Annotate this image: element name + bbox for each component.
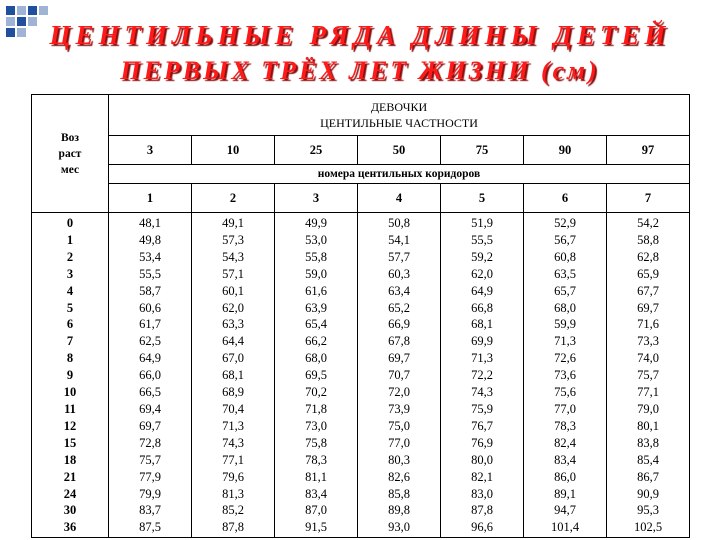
corridor-number: 2	[192, 184, 275, 213]
age-value: 1	[66, 232, 74, 247]
cell-value: 87,5	[139, 520, 161, 535]
age-value: 18	[63, 452, 77, 467]
cell-value: 67,0	[222, 351, 244, 366]
cell-value: 74,3	[222, 435, 244, 450]
age-value: 7	[66, 334, 74, 349]
cell-value: 83,8	[637, 435, 659, 450]
centile-column	[441, 213, 524, 538]
cell-value: 85,2	[222, 503, 244, 518]
cell-value: 86,0	[554, 469, 576, 484]
age-header-line: раст	[58, 147, 82, 160]
cell-value: 55,5	[139, 266, 161, 281]
cell-value: 61,6	[305, 283, 327, 298]
cell-value: 55,5	[471, 232, 493, 247]
cell-value: 82,1	[471, 469, 493, 484]
cell-value: 66,0	[139, 368, 161, 383]
cell-value: 102,5	[633, 520, 663, 535]
age-value: 3	[66, 266, 74, 281]
cell-value: 79,0	[637, 401, 659, 416]
cell-value: 68,1	[222, 368, 244, 383]
cell-value: 72,8	[139, 435, 161, 450]
cell-value: 60,8	[554, 249, 576, 264]
cell-value: 65,9	[637, 266, 659, 281]
centile-column	[109, 213, 192, 538]
corridor-number: 4	[358, 184, 441, 213]
age-value: 15	[63, 435, 77, 450]
cell-value: 91,5	[305, 520, 327, 535]
cell-value: 52,9	[554, 216, 576, 230]
cell-value: 85,8	[388, 486, 410, 501]
cell-value: 83,0	[471, 486, 493, 501]
cell-value: 101,4	[550, 520, 580, 535]
cell-value: 83,4	[305, 486, 327, 501]
cell-value: 77,0	[388, 435, 410, 450]
cell-value: 60,3	[388, 266, 410, 281]
cell-value: 75,7	[637, 368, 659, 383]
age-header-line: Воз	[60, 131, 80, 144]
age-value: 21	[63, 469, 77, 484]
group-header	[109, 95, 690, 136]
age-column	[32, 213, 109, 538]
cell-value: 66,9	[388, 317, 410, 332]
cell-value: 65,4	[305, 317, 327, 332]
centile-header: 75	[441, 136, 524, 165]
centile-header: 3	[109, 136, 192, 165]
cell-value: 75,6	[554, 385, 576, 400]
cell-value: 53,0	[305, 232, 327, 247]
age-value: 24	[63, 486, 77, 501]
cell-value: 89,8	[388, 503, 410, 518]
cell-value: 68,0	[305, 351, 327, 366]
cell-value: 59,0	[305, 266, 327, 281]
cell-value: 55,8	[305, 249, 327, 264]
cell-value: 63,9	[305, 300, 327, 315]
cell-value: 80,0	[471, 452, 493, 467]
centile-header: 90	[524, 136, 607, 165]
cell-value: 69,7	[139, 418, 161, 433]
cell-value: 49,9	[305, 216, 327, 230]
cell-value: 67,8	[388, 334, 410, 349]
cell-value: 71,3	[554, 334, 576, 349]
page-title-line1: ЦЕНТИЛЬНЫЕ РЯДА ДЛИНЫ ДЕТЕЙ	[49, 20, 671, 50]
age-header-line: мес	[60, 163, 80, 176]
cell-value: 49,8	[139, 232, 161, 247]
corridor-number: 3	[275, 184, 358, 213]
cell-value: 71,6	[637, 317, 659, 332]
cell-value: 64,9	[471, 283, 493, 298]
cell-value: 79,9	[139, 486, 161, 501]
cell-value: 74,3	[471, 385, 493, 400]
age-value: 6	[66, 317, 74, 332]
cell-value: 59,9	[554, 317, 576, 332]
corridor-number: 6	[524, 184, 607, 213]
cell-value: 48,1	[139, 216, 161, 230]
cell-value: 73,6	[554, 368, 576, 383]
cell-value: 64,4	[222, 334, 244, 349]
age-value: 2	[66, 249, 74, 264]
cell-value: 78,3	[305, 452, 327, 467]
cell-value: 68,1	[471, 317, 493, 332]
centile-header: 25	[275, 136, 358, 165]
age-value: 4	[66, 283, 74, 298]
cell-value: 72,0	[388, 385, 410, 400]
cell-value: 80,1	[637, 418, 659, 433]
cell-value: 83,4	[554, 452, 576, 467]
centile-header: 97	[607, 136, 690, 165]
cell-value: 66,5	[139, 385, 161, 400]
corridor-label: номера центильных коридоров	[109, 165, 690, 184]
cell-value: 68,0	[554, 300, 576, 315]
cell-value: 90,9	[637, 486, 659, 501]
cell-value: 57,3	[222, 232, 244, 247]
cell-value: 62,0	[222, 300, 244, 315]
cell-value: 73,3	[637, 334, 659, 349]
centile-column	[607, 213, 690, 538]
cell-value: 75,7	[139, 452, 161, 467]
cell-value: 87,8	[471, 503, 493, 518]
age-value: 9	[66, 368, 74, 383]
corridor-number: 5	[441, 184, 524, 213]
cell-value: 70,4	[222, 401, 244, 416]
corridor-number: 7	[607, 184, 690, 213]
age-value: 11	[64, 401, 76, 416]
cell-value: 81,1	[305, 469, 327, 484]
cell-value: 49,1	[222, 216, 244, 230]
cell-value: 72,2	[471, 368, 493, 383]
group-subtitle: ЦЕНТИЛЬНЫЕ ЧАСТНОСТИ	[320, 116, 478, 130]
age-value: 10	[63, 385, 77, 400]
cell-value: 71,3	[471, 351, 493, 366]
cell-value: 86,7	[637, 469, 659, 484]
cell-value: 69,5	[305, 368, 327, 383]
cell-value: 67,7	[637, 283, 659, 298]
cell-value: 94,7	[554, 503, 576, 518]
cell-value: 64,9	[139, 351, 161, 366]
cell-value: 51,9	[471, 216, 493, 230]
age-value: 0	[66, 216, 74, 230]
age-value: 5	[66, 300, 74, 315]
cell-value: 71,8	[305, 401, 327, 416]
age-header	[32, 95, 109, 213]
page-title-line2: ПЕРВЫХ ТРЁХ ЛЕТ ЖИЗНИ (см)	[120, 56, 600, 85]
cell-value: 77,0	[554, 401, 576, 416]
cell-value: 77,9	[139, 469, 161, 484]
cell-value: 93,0	[388, 520, 410, 535]
cell-value: 77,1	[637, 385, 659, 400]
centile-column	[275, 213, 358, 538]
cell-value: 70,7	[388, 368, 410, 383]
cell-value: 73,9	[388, 401, 410, 416]
cell-value: 65,2	[388, 300, 410, 315]
cell-value: 73,0	[305, 418, 327, 433]
cell-value: 89,1	[554, 486, 576, 501]
cell-value: 58,7	[139, 283, 161, 298]
age-value: 30	[63, 503, 77, 518]
cell-value: 57,7	[388, 249, 410, 264]
cell-value: 81,3	[222, 486, 244, 501]
centile-header: 50	[358, 136, 441, 165]
cell-value: 57,1	[222, 266, 244, 281]
cell-value: 69,9	[471, 334, 493, 349]
cell-value: 58,8	[637, 232, 659, 247]
cell-value: 62,5	[139, 334, 161, 349]
cell-value: 71,3	[222, 418, 244, 433]
cell-value: 95,3	[637, 503, 659, 518]
cell-value: 54,2	[637, 216, 659, 230]
cell-value: 76,9	[471, 435, 493, 450]
cell-value: 75,0	[388, 418, 410, 433]
cell-value: 61,7	[139, 317, 161, 332]
cell-value: 87,0	[305, 503, 327, 518]
cell-value: 76,7	[471, 418, 493, 433]
cell-value: 54,1	[388, 232, 410, 247]
cell-value: 66,8	[471, 300, 493, 315]
age-value: 36	[63, 520, 77, 535]
cell-value: 68,9	[222, 385, 244, 400]
corridor-number: 1	[109, 184, 192, 213]
cell-value: 77,1	[222, 452, 244, 467]
cell-value: 63,5	[554, 266, 576, 281]
cell-value: 72,6	[554, 351, 576, 366]
cell-value: 69,7	[637, 300, 659, 315]
cell-value: 66,2	[305, 334, 327, 349]
cell-value: 60,1	[222, 283, 244, 298]
group-title: ДЕВОЧКИ	[370, 100, 428, 114]
cell-value: 82,6	[388, 469, 410, 484]
centile-table	[31, 94, 690, 538]
cell-value: 75,9	[471, 401, 493, 416]
cell-value: 78,3	[554, 418, 576, 433]
age-value: 8	[66, 351, 74, 366]
cell-value: 85,4	[637, 452, 659, 467]
cell-value: 69,7	[388, 351, 410, 366]
cell-value: 53,4	[139, 249, 161, 264]
cell-value: 60,6	[139, 300, 161, 315]
cell-value: 96,6	[471, 520, 493, 535]
cell-value: 75,8	[305, 435, 327, 450]
centile-column	[358, 213, 441, 538]
cell-value: 80,3	[388, 452, 410, 467]
cell-value: 50,8	[388, 216, 410, 230]
cell-value: 62,8	[637, 249, 659, 264]
cell-value: 56,7	[554, 232, 576, 247]
cell-value: 59,2	[471, 249, 493, 264]
age-value: 12	[63, 418, 77, 433]
cell-value: 62,0	[471, 266, 493, 281]
cell-value: 87,8	[222, 520, 244, 535]
cell-value: 65,7	[554, 283, 576, 298]
centile-header: 10	[192, 136, 275, 165]
centile-column	[192, 213, 275, 538]
centile-column	[524, 213, 607, 538]
cell-value: 54,3	[222, 249, 244, 264]
cell-value: 79,6	[222, 469, 244, 484]
cell-value: 70,2	[305, 385, 327, 400]
cell-value: 63,4	[388, 283, 410, 298]
cell-value: 69,4	[139, 401, 161, 416]
cell-value: 74,0	[637, 351, 659, 366]
cell-value: 82,4	[554, 435, 576, 450]
cell-value: 83,7	[139, 503, 161, 518]
cell-value: 63,3	[222, 317, 244, 332]
